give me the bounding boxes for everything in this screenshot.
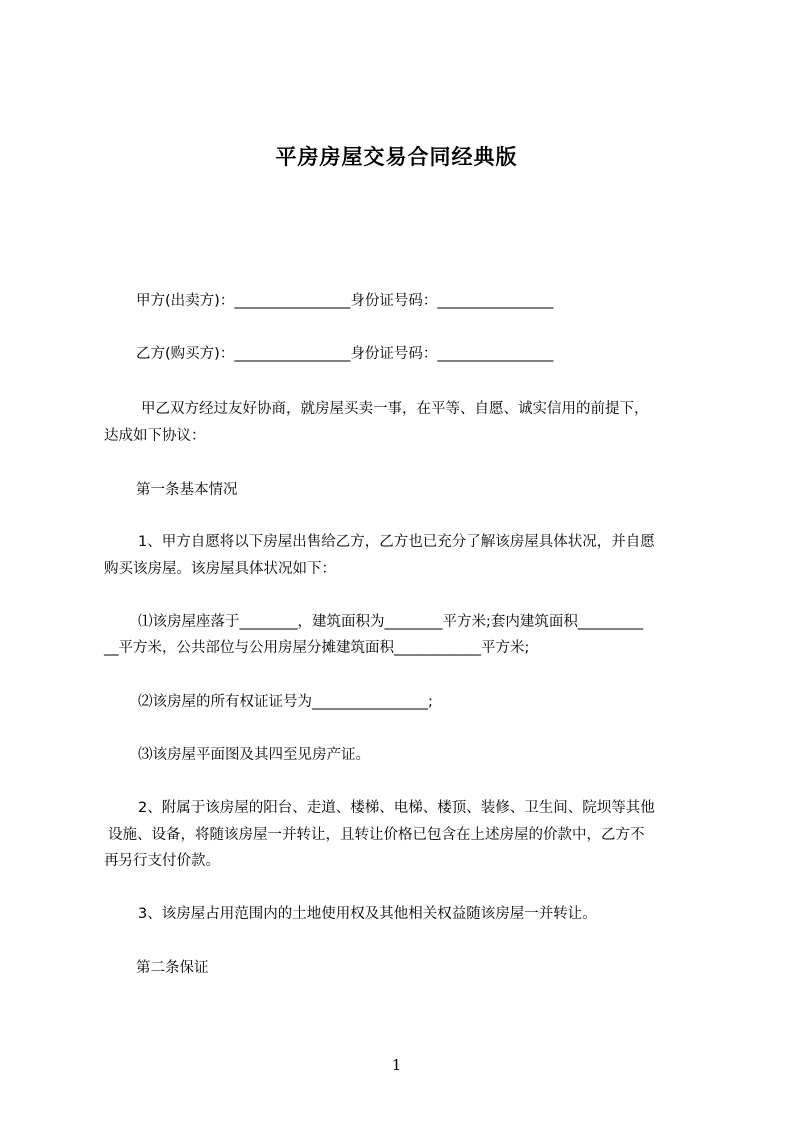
party-b-line: 乙方(购买方)：________________身份证号码：________________ bbox=[136, 346, 554, 362]
paragraph-line: 设施、设备，将随该房屋一并转让，且转让价格已包含在上述房屋的价款中，乙方不 bbox=[108, 827, 645, 843]
paragraph-line: 1、甲方自愿将以下房屋出售给乙方，乙方也已充分了解该房屋具体状况，并自愿 bbox=[138, 534, 655, 550]
section-heading: 第二条保证 bbox=[136, 960, 209, 976]
paragraph-line: 甲乙双方经过友好协商，就房屋买卖一事，在平等、自愿、诚实信用的前提下， bbox=[141, 401, 649, 417]
paragraph-line: ⑴该房屋座落于________，建筑面积为________平方米;套内建筑面积_________ bbox=[138, 614, 644, 630]
party-a-line: 甲方(出卖方)：________________身份证号码：________________ bbox=[136, 293, 554, 309]
paragraph-line: 3、该房屋占用范围内的土地使用权及其他相关权益随该房屋一并转让。 bbox=[138, 906, 597, 922]
paragraph-line: 2、附属于该房屋的阳台、走道、楼梯、电梯、楼顶、装修、卫生间、院坝等其他 bbox=[138, 800, 655, 816]
document-title: 平房房屋交易合同经典版 bbox=[275, 145, 518, 169]
paragraph-line: 达成如下协议： bbox=[104, 428, 206, 444]
section-heading: 第一条基本情况 bbox=[136, 482, 238, 498]
paragraph-line: 购买该房屋。该房屋具体状况如下： bbox=[104, 561, 336, 577]
page-number: 1 bbox=[391, 1056, 402, 1074]
paragraph-line: 再另行支付价款。 bbox=[104, 853, 220, 869]
paragraph-line: ⑵该房屋的所有权证证号为________________; bbox=[138, 694, 433, 710]
paragraph-line: __平方米，公共部位与公用房屋分摊建筑面积____________平方米; bbox=[104, 640, 530, 656]
paragraph-line: ⑶该房屋平面图及其四至见房产证。 bbox=[138, 747, 370, 763]
